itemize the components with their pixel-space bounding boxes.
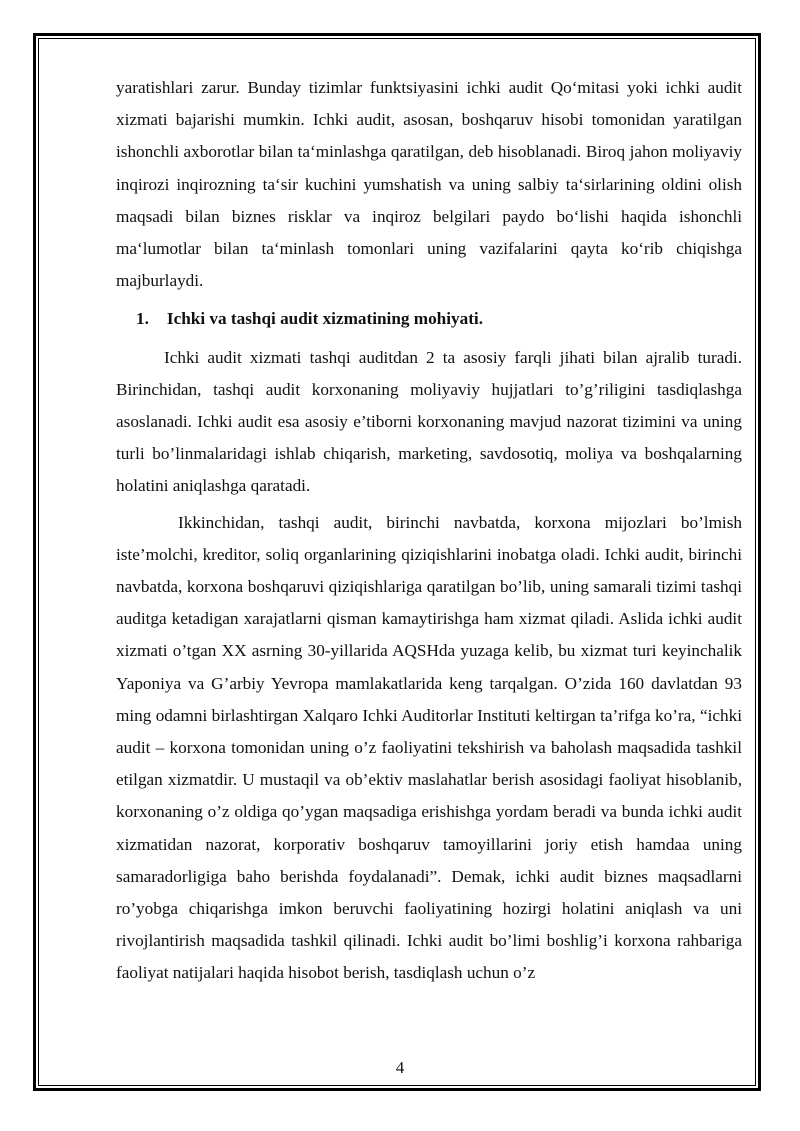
paragraph-second-difference: Ikkinchidan, tashqi audit, birinchi navbatda, korxona mijozlari bo’lmish iste’molchi, kreditor, soliq organlarining qiziqishlarini inobatga oladi. Ichki audit, birinchi navbatda, korxona boshqaruvi qiziqishlariga qaratilgan bo’lib, uning samarali tizimi tashqi auditga ketadigan xarajatlarni qisman kamaytirishga ham xizmat qiladi. Aslida ichki audit xizmati o’tgan XX asrning 30-yillarida AQSHda yuzaga kelib, bu xizmat turi keyinchalik Yaponiya va G’arbiy Yevropa mamlakatlarida keng tarqalgan. O’zida 160 davlatdan 93 ming odamni birlashtirgan Xalqaro Ichki Auditorlar Instituti keltirgan ta’rifga ko’ra, “ichki audit – korxona tomonidan uning o’z faoliyatini tekshirish va baholash maqsadida tashkil etilgan xizmatdir. U mustaqil va ob’ektiv maslahatlar berish asosidagi faoliyat hisoblanib, korxonaning o’z oldiga qo’ygan maqsadiga erishishga yordam beradi va bunda ichki audit xizmatidan nazorat, korporativ boshqaruv tamoyillarini joriy etish hamdaa uning samaradorligiga baho berishda foydalanadi”. Demak, ichki audit biznes maqsadlarni ro’yobga chiqarishga imkon beruvchi faoliyatining hozirgi holatini aniqlash va uni rivojlantirish maqsadida tashkil qilinadi. Ichki audit bo’limi boshlig’i korxona rahbariga faoliyat natijalari haqida hisobot berish, tasdiqlash uchun o’z [116, 512, 742, 983]
paragraph-continuation: yaratishlari zarur. Bunday tizimlar funktsiyasini ichki audit Qoʻmitasi yoki ichki audit xizmati bajarishi mumkin. Ichki audit, asosan, boshqaruv hisobi tomonidan yaratilgan ishonchli axborotlar bilan taʻminlashga qaratilgan, deb hisoblanadi. Biroq jahon moliyaviy inqirozi inqirozning taʻsir kuchini yumshatish va uning salbiy taʻsirlarining oldini olish maqsadi bilan biznes risklar va inqiroz belgilari paydo boʻlishi haqida ishonchli maʻlumotlar bilan taʻminlash tomonlari uning vazifalarini qayta koʻrib chiqishga majburlaydi. [116, 78, 742, 291]
section-heading [116, 303, 742, 335]
paragraph-first-difference: Ichki audit xizmati tashqi auditdan 2 ta asosiy farqli jihati bilan ajralib turadi. Birinchidan, tashqi audit korxonaning moliyaviy hujjatlari to’g’riligini tasdiqlashga asoslanadi. Ichki audit esa asosiy e’tiborni korxonaning mavjud nazorat tizimini va uning turli bo’linmalaridagi ishlab chiqarish, marketing, savdosotiq, moliya va boshqalarning holatini aniqlashga qaratadi. [116, 347, 742, 496]
page-number: 4 [395, 1058, 405, 1077]
section-heading-text: Ichki va tashqi audit xizmatining mohiyati. [166, 309, 484, 329]
section-heading-number: 1. [136, 309, 149, 329]
document-body [116, 72, 742, 990]
